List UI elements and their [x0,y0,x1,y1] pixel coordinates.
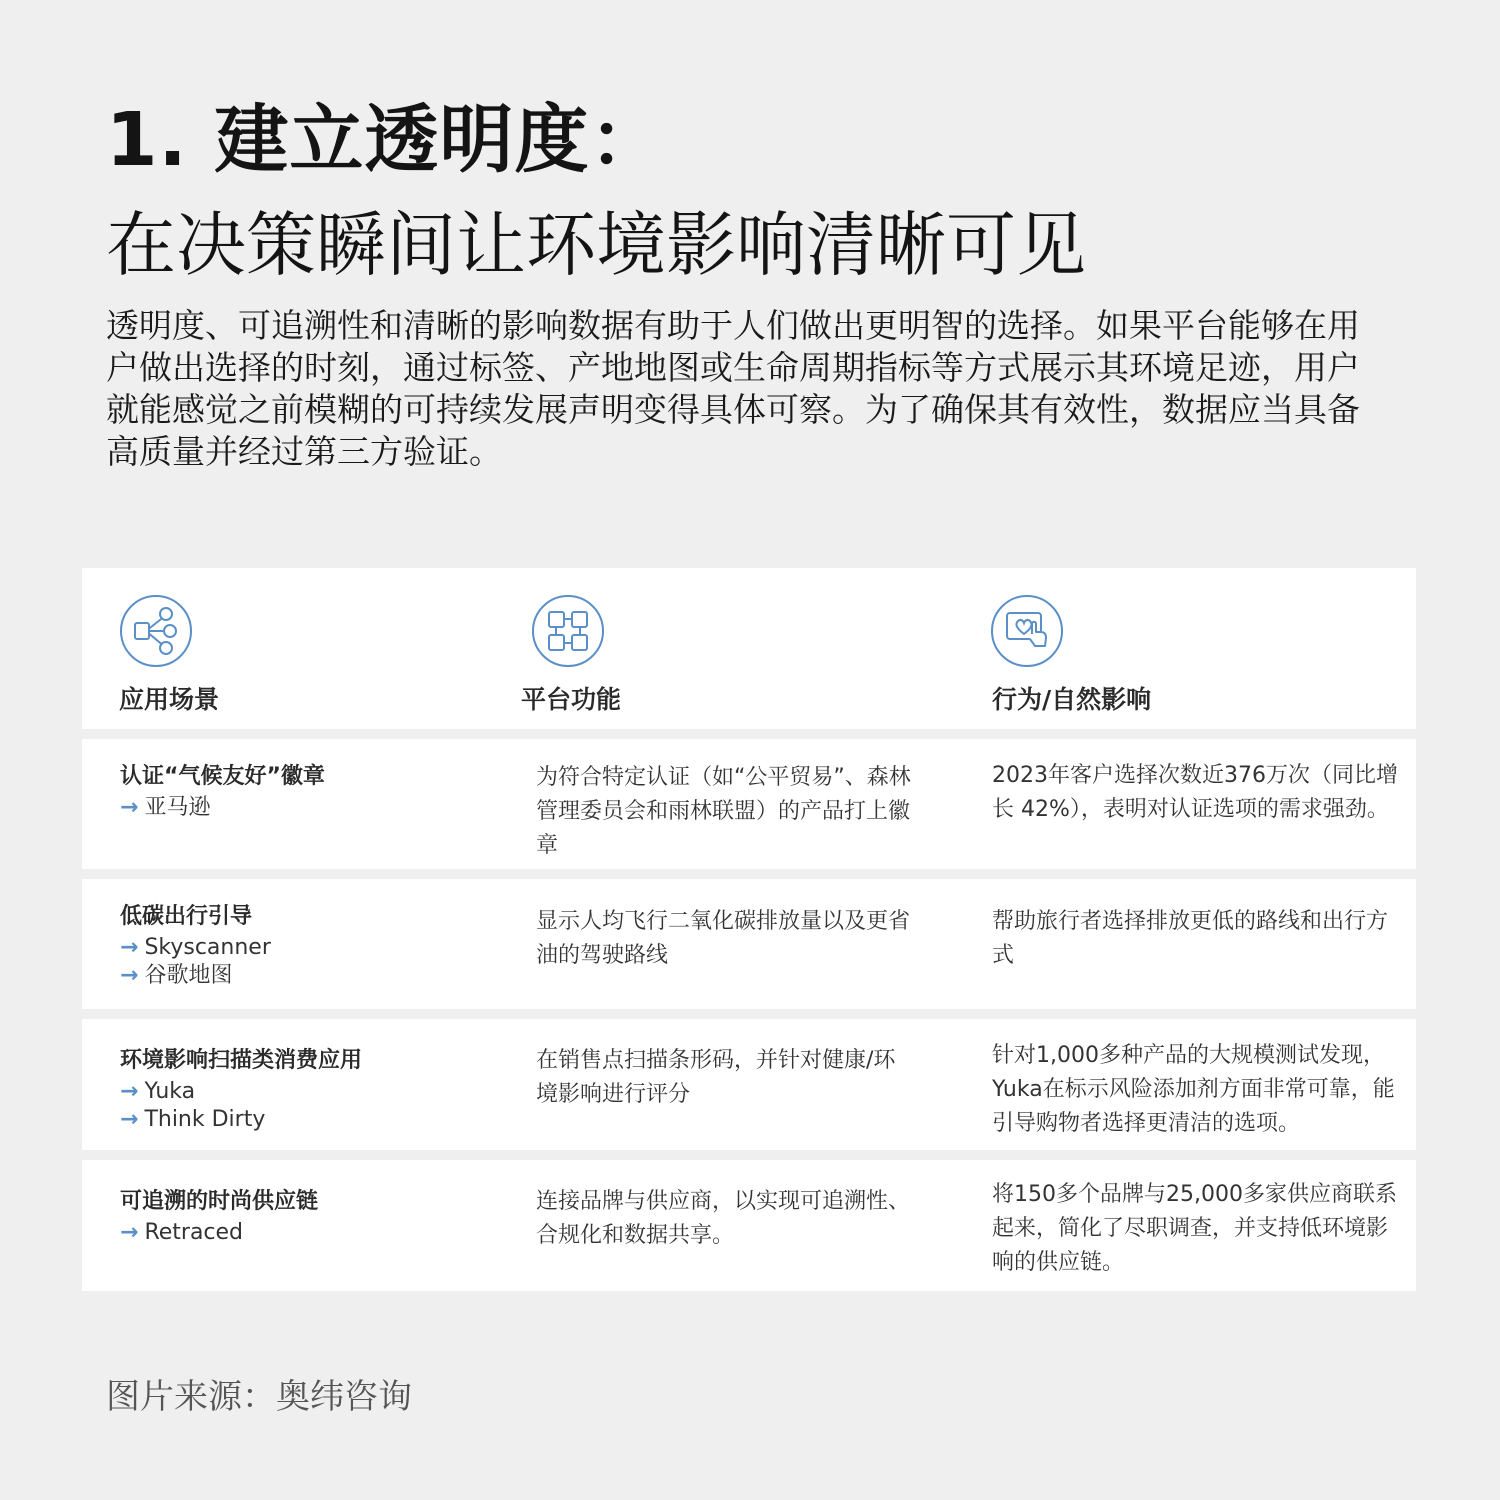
scenario-cell [120,900,510,990]
scenario-name: 低碳出行引导 [120,904,253,929]
page-title: 1. 建立透明度： [106,97,665,183]
scenario-cell [120,760,510,822]
header-feature: 平台功能 [521,685,622,714]
table-row [82,739,1416,869]
impact-cell: 2023年客户选择次数近376万次（同比增长 42%），表明对认证选项的需求强劲。 [992,763,1398,822]
example-label: Retraced [144,1220,244,1245]
arrow-icon: → [120,1107,139,1132]
feature-cell: 显示人均飞行二氧化碳排放量以及更省油的驾驶路线 [536,909,911,968]
arrow-icon: → [120,795,139,820]
arrow-icon: → [120,1220,139,1245]
impact-cell: 将150多个品牌与25,000多家供应商联系起来，简化了尽职调查，并支持低环境影响的供应链。 [992,1182,1397,1275]
example-item [120,962,510,990]
example-item [120,794,510,822]
scenario-name: 环境影响扫描类消费应用 [120,1048,363,1073]
arrow-icon: → [120,1079,139,1104]
example-label: 亚马逊 [144,795,211,820]
example-label: Yuka [144,1079,196,1104]
page-subtitle: 在决策瞬间让环境影响清晰可见 [106,204,1086,286]
arrow-icon: → [120,963,139,988]
scenario-cell [120,1185,510,1247]
table-row [82,879,1416,1009]
example-label: Think Dirty [144,1107,266,1132]
image-source: 图片来源：奥纬咨询 [106,1377,412,1417]
feature-cell: 为符合特定认证（如“公平贸易”、森林管理委员会和雨林联盟）的产品打上徽章 [536,765,911,858]
arrow-icon: → [120,935,139,960]
impact-cell: 针对1,000多种产品的大规模测试发现，Yuka在标示风险添加剂方面非常可靠，能引导购物者选择更清洁的选项。 [992,1043,1395,1136]
scenario-cell [120,1044,510,1134]
feature-cell: 在销售点扫描条形码，并针对健康/环境影响进行评分 [536,1048,896,1107]
example-label: Skyscanner [144,935,271,960]
table-row [82,1160,1416,1291]
example-item [120,1078,510,1106]
scenario-name: 认证“气候友好”徽章 [120,764,325,789]
example-item [120,934,510,962]
example-item [120,1219,510,1247]
header-scenario: 应用场景 [119,685,220,714]
platform-modules-icon [531,594,605,668]
example-label: 谷歌地图 [144,963,233,988]
table-row [82,1019,1416,1150]
feature-cell: 连接品牌与供应商，以实现可追溯性、合规化和数据共享。 [536,1189,911,1248]
intro-paragraph: 透明度、可追溯性和清晰的影响数据有助于人们做出更明智的选择。如果平台能够在用户做出选择的时刻，通过标签、产地地图或生命周期指标等方式展示其环境足迹，用户就能感觉之前模糊的可持续发展声明变得具体可察。为了确保其有效性，数据应当具备高质量并经过第三方验证。 [106,306,1360,471]
scenario-name: 可追溯的时尚供应链 [120,1189,319,1214]
header-impact: 行为/自然影响 [992,685,1152,714]
example-item [120,1106,510,1134]
heart-touch-icon [990,594,1064,668]
share-network-icon [119,594,193,668]
table-header [82,568,1416,729]
impact-cell: 帮助旅行者选择排放更低的路线和出行方式 [992,909,1389,968]
